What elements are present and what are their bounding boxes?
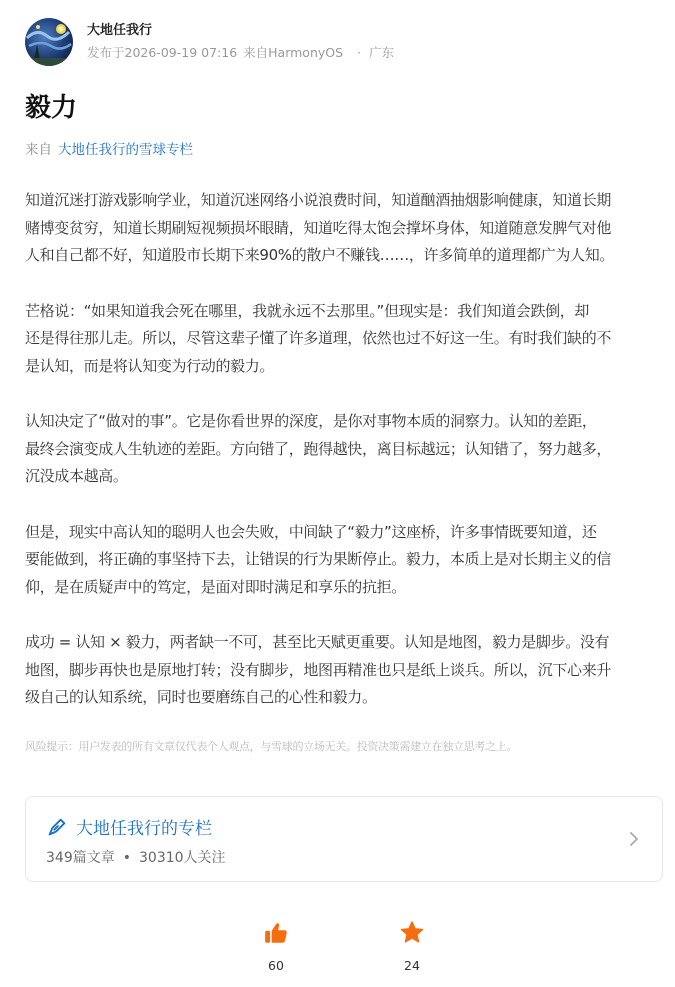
- post-device: 来自HarmonyOS: [243, 45, 344, 60]
- post-location: 广东: [369, 45, 395, 60]
- column-title: 大地任我行的专栏: [76, 819, 212, 839]
- risk-notice: 风险提示：用户发表的所有文章仅代表个人观点，与雪球的立场无关。投资决策需建立在独立思考之上。: [25, 740, 518, 753]
- chevron-right-icon: [628, 830, 640, 852]
- post-title: 毅力: [25, 93, 78, 123]
- post-header: [25, 17, 400, 67]
- paragraph: 成功 = 认知 × 毅力，两者缺一不可，甚至比天赋更重要。认知是地图，毅力是脚步。没有 地图，脚步再快也是原地打转；没有脚步，地图再精准也只是纸上谈兵。所以，沉下心来升 级自己的认知系统，同时也要磨练自己的心性和毅力。: [25, 633, 612, 706]
- stats-separator: •: [122, 850, 131, 866]
- favorite-count: 24: [404, 958, 420, 973]
- post-meta: [87, 44, 400, 62]
- author-name[interactable]: 大地任我行: [87, 23, 153, 38]
- avatar[interactable]: [25, 18, 73, 66]
- like-count: 60: [268, 958, 284, 973]
- column-card[interactable]: [25, 796, 663, 882]
- post-source: [25, 141, 193, 159]
- column-link[interactable]: 大地任我行的雪球专栏: [58, 142, 193, 158]
- column-stats: [46, 848, 226, 868]
- thumbs-up-icon: [263, 931, 289, 950]
- meta-separator: ·: [357, 45, 362, 60]
- article-body: [25, 187, 667, 740]
- like-button[interactable]: [251, 920, 301, 974]
- column-title-row: [46, 816, 212, 842]
- paragraph: 但是，现实中高认知的聪明人也会失败，中间缺了“毅力”这座桥，许多事情既要知道，还 要能做到，将正确的事坚持下去，让错误的行为果断停止。毅力，本质上是对长期主义的信 仰，是在质疑声中的笃定，是面对即时满足和享乐的抗拒。: [25, 522, 612, 596]
- article-count: 349篇文章: [46, 850, 115, 866]
- pen-icon: [46, 816, 68, 842]
- paragraph: 认知决定了“做对的事”。它是你看世界的深度，是你对事物本质的洞察力。认知的差距， 最终会演变成人生轨迹的差距。方向错了，跑得越快，离目标越远；认知错了，努力越多， 沉没成本越高。: [25, 412, 612, 485]
- star-icon: [399, 931, 425, 950]
- paragraph: 知道沉迷打游戏影响学业，知道沉迷网络小说浪费时间，知道酗酒抽烟影响健康，知道长期 赌博变贫穷，知道长期刷短视频损坏眼睛，知道吃得太饱会撑坏身体，知道随意发脾气对他 人和自己都不好，知道股市长期下来90%的散户不赚钱……，许多简单的道理都广为人知。: [25, 191, 614, 264]
- favorite-button[interactable]: [387, 920, 437, 974]
- action-bar: [0, 920, 675, 980]
- source-prefix: 来自: [25, 142, 52, 158]
- paragraph: 芒格说：“如果知道我会死在哪里，我就永远不去那里。”但现实是：我们知道会跌倒，却 还是得往那儿走。所以，尽管这辈子懂了许多道理，依然也过不好这一生。有时我们缺的不 是认知，而是将认知变为行动的毅力。: [25, 301, 612, 375]
- follower-count: 30310人关注: [139, 850, 226, 866]
- publish-time: 发布于2026-09-19 07:16: [87, 45, 238, 60]
